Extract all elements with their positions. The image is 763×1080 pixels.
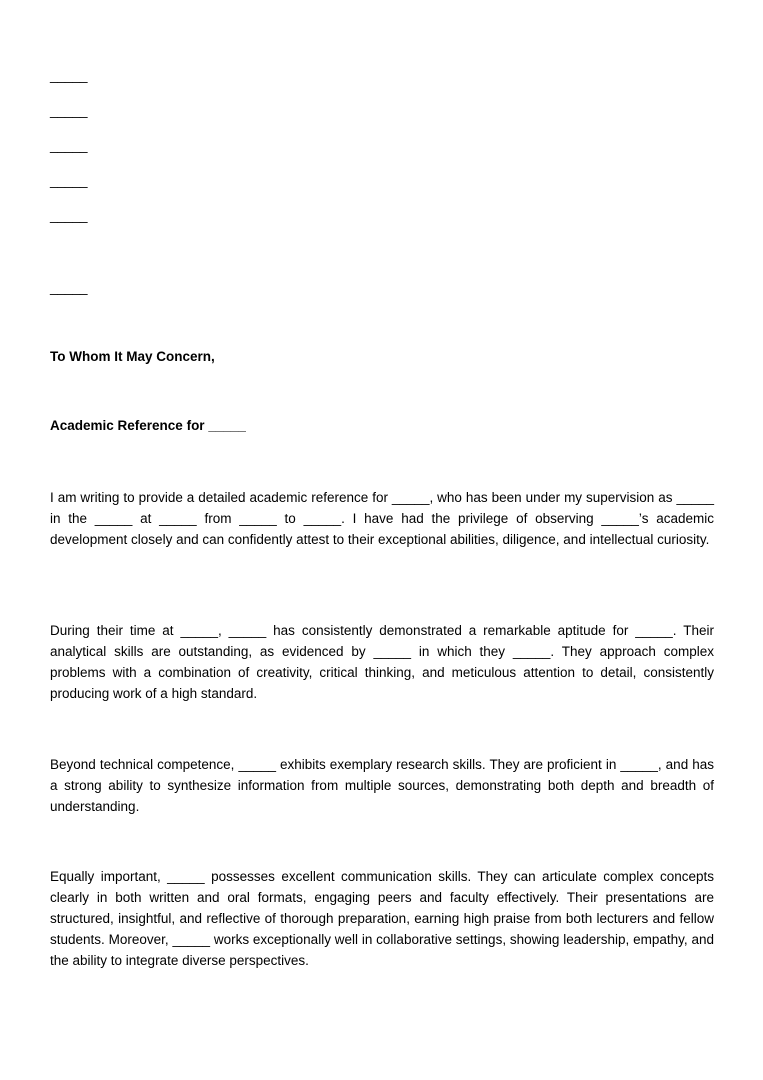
sender-name-blank: _____ <box>50 68 88 83</box>
date-blank: _____ <box>50 280 88 295</box>
paragraph-communication-skills: Equally important, _____ possesses excellent communication skills. They can articulate complex concepts clearly in both written and oral formats, engaging peers and faculty effectively. Their presentations are structured, insightful, and reflective of thorough preparation, earning high praise from both lecturers and fellow students. Moreover, _____ works exceptionally well in collaborative settings, showing leadership, empathy, and the ability to integrate diverse perspectives. <box>50 869 714 968</box>
sender-institution-blank: _____ <box>50 138 88 153</box>
paragraph-research-skills: Beyond technical competence, _____ exhibits exemplary research skills. They are proficient in _____, and has a strong ability to synthesize information from multiple sources, demonstrating both depth and breadth of understanding. <box>50 757 714 814</box>
paragraph-introduction: I am writing to provide a detailed academic reference for _____, who has been under my supervision as _____ in the _____ at _____ from _____ to _____. I have had the privilege of observing _____’s academic development closely and can confidently attest to their exceptional abilities, diligence, and intellectual curiosity. <box>50 490 714 547</box>
sender-title-blank: _____ <box>50 103 88 118</box>
paragraph-analytical-skills: During their time at _____, _____ has consistently demonstrated a remarkable aptitude for _____. Their analytical skills are outstanding, as evidenced by _____ in which they _____. They approach complex problems with a combination of creativity, critical thinking, and meticulous attention to detail, consistently producing work of a high standard. <box>50 623 714 701</box>
sender-address-blank: _____ <box>50 173 88 188</box>
sender-contact-blank: _____ <box>50 208 88 223</box>
salutation: To Whom It May Concern, <box>50 349 215 364</box>
subject-line: Academic Reference for _____ <box>50 418 246 433</box>
